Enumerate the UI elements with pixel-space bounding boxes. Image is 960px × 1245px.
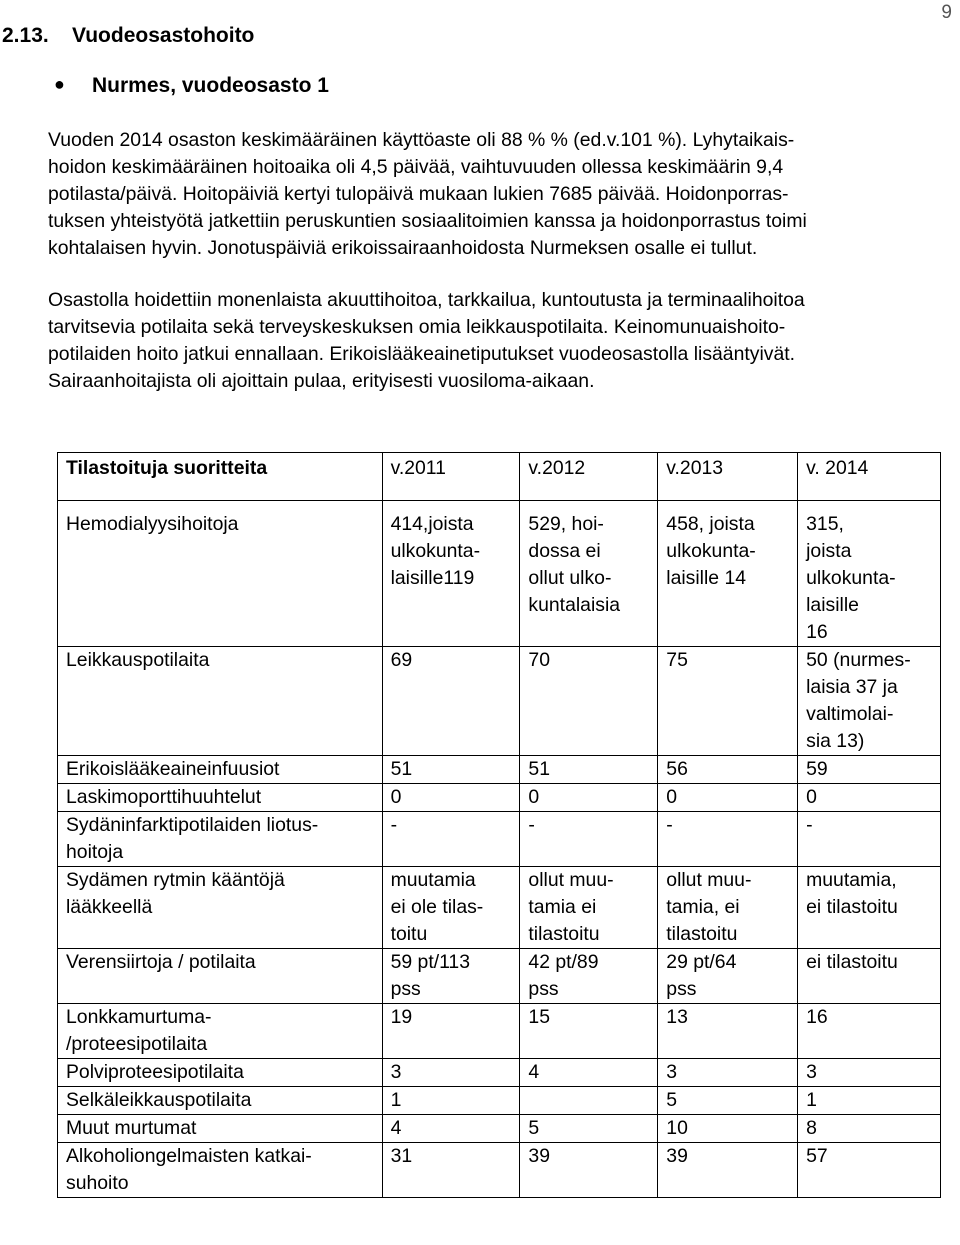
table-cell: 5 <box>520 1115 658 1143</box>
table-cell: ollut muu- tamia ei tilastoitu <box>520 867 658 949</box>
table-cell: 15 <box>520 1004 658 1059</box>
table-cell: 3 <box>798 1059 941 1087</box>
table-cell: 3 <box>382 1059 520 1087</box>
table-cell: muutamia ei ole tilas- toitu <box>382 867 520 949</box>
paragraph-line: tuksen yhteistyötä jatkettiin peruskuntien sosiaalitoimien kanssa ja hoidonporrastus toimi <box>48 210 807 232</box>
table-cell: 10 <box>658 1115 798 1143</box>
table-cell: 39 <box>520 1143 658 1198</box>
page-number: 9 <box>941 2 952 23</box>
table-row <box>58 949 941 1004</box>
table-cell: 39 <box>658 1143 798 1198</box>
table-cell: 1 <box>382 1087 520 1115</box>
paragraph-line: Osastolla hoidettiin monenlaista akuuttihoitoa, tarkkailua, kuntoutusta ja terminaalihoitoa <box>48 289 805 311</box>
paragraph-line: Vuoden 2014 osaston keskimääräinen käyttöaste oli 88 % % (ed.v.101 %). Lyhytaikais- <box>48 129 795 151</box>
table-row <box>58 1004 941 1059</box>
paragraph-care <box>48 287 958 395</box>
statistics-table <box>57 452 941 1198</box>
paragraph-line: kohtalaisen hyvin. Jonotuspäiviä erikoissairaanhoidosta Nurmeksen osalle ei tullut. <box>48 237 758 259</box>
section-number: 2.13. <box>2 24 49 47</box>
paragraph-line: tarvitsevia potilaita sekä terveyskeskuksen omia leikkauspotilaita. Keinomunuaishoito- <box>48 316 786 338</box>
table-cell: 4 <box>520 1059 658 1087</box>
table-row <box>58 756 941 784</box>
table-cell: 458, joista ulkokunta- laisille 14 <box>658 501 798 647</box>
table-cell: - <box>520 812 658 867</box>
table-row <box>58 647 941 756</box>
subsection-heading <box>54 74 329 98</box>
table-cell: 0 <box>520 784 658 812</box>
paragraph-line: potilaiden hoito jatkui ennallaan. Erikoislääkeainetiputukset vuodeosastolla lisääntyivät. <box>48 343 796 365</box>
table-cell: 57 <box>798 1143 941 1198</box>
table-row <box>58 501 941 647</box>
table-cell: - <box>382 812 520 867</box>
table-cell: 1 <box>798 1087 941 1115</box>
table-cell: 59 <box>798 756 941 784</box>
table-cell <box>520 1087 658 1115</box>
table-cell: Leikkauspotilaita <box>58 647 383 756</box>
table-cell: Laskimoporttihuuhtelut <box>58 784 383 812</box>
table-cell: 8 <box>798 1115 941 1143</box>
paragraph-usage <box>48 127 958 262</box>
table-cell: 0 <box>382 784 520 812</box>
table-cell: Sydämen rytmin kääntöjä lääkkeellä <box>58 867 383 949</box>
table-cell: Alkoholiongelmaisten katkai- suhoito <box>58 1143 383 1198</box>
table-cell: Muut murtumat <box>58 1115 383 1143</box>
paragraph-line: Sairaanhoitajista oli ajoittain pulaa, erityisesti vuosiloma-aikaan. <box>48 370 595 392</box>
table-row <box>58 1143 941 1198</box>
table-cell: 4 <box>382 1115 520 1143</box>
table-cell: - <box>658 812 798 867</box>
table-cell: 3 <box>658 1059 798 1087</box>
table-cell: Lonkkamurtuma- /proteesipotilaita <box>58 1004 383 1059</box>
table-cell: 29 pt/64 pss <box>658 949 798 1004</box>
section-heading <box>2 24 254 48</box>
table-cell: 75 <box>658 647 798 756</box>
table-row <box>58 784 941 812</box>
table-cell: 56 <box>658 756 798 784</box>
column-header: v.2012 <box>520 453 658 501</box>
table-header-row <box>58 453 941 501</box>
table-row <box>58 812 941 867</box>
table-cell: Polviproteesipotilaita <box>58 1059 383 1087</box>
table-cell: 13 <box>658 1004 798 1059</box>
column-header: v.2011 <box>382 453 520 501</box>
table-cell: 59 pt/113 pss <box>382 949 520 1004</box>
column-header: v. 2014 <box>798 453 941 501</box>
table-cell: ollut muu- tamia, ei tilastoitu <box>658 867 798 949</box>
paragraph-line: potilasta/päivä. Hoitopäiviä kertyi tulopäivä mukaan lukien 7685 päivää. Hoidonporras- <box>48 183 789 205</box>
table-row <box>58 1059 941 1087</box>
table-cell: 51 <box>382 756 520 784</box>
table-cell: 0 <box>658 784 798 812</box>
table-cell: - <box>798 812 941 867</box>
column-header: Tilastoituja suoritteita <box>58 453 383 501</box>
table-row <box>58 867 941 949</box>
table-cell: 69 <box>382 647 520 756</box>
table-cell: 51 <box>520 756 658 784</box>
table-cell: 5 <box>658 1087 798 1115</box>
table-cell: 50 (nurmes- laisia 37 ja valtimolai- sia 13) <box>798 647 941 756</box>
subsection-title: Nurmes, vuodeosasto 1 <box>92 74 329 97</box>
bullet-icon: ● <box>54 74 65 94</box>
table-cell: 42 pt/89 pss <box>520 949 658 1004</box>
table-cell: 529, hoi- dossa ei ollut ulko- kuntalaisia <box>520 501 658 647</box>
table-row <box>58 1087 941 1115</box>
table-cell: Hemodialyysihoitoja <box>58 501 383 647</box>
table-row <box>58 1115 941 1143</box>
section-title: Vuodeosastohoito <box>72 24 255 47</box>
table-cell: 19 <box>382 1004 520 1059</box>
table-cell: Verensiirtoja / potilaita <box>58 949 383 1004</box>
table-cell: Sydäninfarktipotilaiden liotus- hoitoja <box>58 812 383 867</box>
table-cell: Erikoislääkeaineinfuusiot <box>58 756 383 784</box>
table-cell: 70 <box>520 647 658 756</box>
table-cell: Selkäleikkauspotilaita <box>58 1087 383 1115</box>
table-cell: ei tilastoitu <box>798 949 941 1004</box>
table-cell: 31 <box>382 1143 520 1198</box>
table-cell: 0 <box>798 784 941 812</box>
paragraph-line: hoidon keskimääräinen hoitoaika oli 4,5 päivää, vaihtuvuuden ollessa keskimäärin 9,4 <box>48 156 784 178</box>
column-header: v.2013 <box>658 453 798 501</box>
table-cell: 414,joista ulkokunta- laisille119 <box>382 501 520 647</box>
table-cell: 315, joista ulkokunta- laisille 16 <box>798 501 941 647</box>
table-cell: muutamia, ei tilastoitu <box>798 867 941 949</box>
table-cell: 16 <box>798 1004 941 1059</box>
